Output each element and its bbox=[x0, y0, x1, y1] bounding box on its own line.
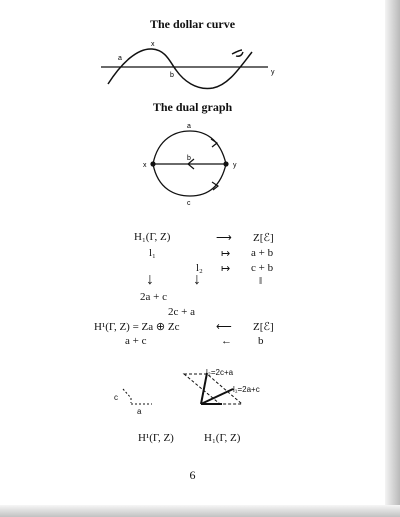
diagram-b: b bbox=[258, 335, 264, 347]
diagram-l1: l₁ bbox=[149, 247, 156, 259]
diagram-2c-plus-a: 2c + a bbox=[168, 306, 195, 318]
lattice-vector-l2 bbox=[201, 373, 207, 404]
dual-label-b: b bbox=[187, 155, 191, 162]
dual-label-c: c bbox=[187, 200, 191, 207]
diagram-down-arrow-2: ↓ bbox=[193, 271, 201, 288]
diagram-down-arrow-1: ↓ bbox=[146, 271, 154, 288]
page-edge-shadow-right bbox=[385, 0, 400, 517]
diagram-c-plus-b: c + b bbox=[251, 262, 274, 274]
dual-label-a: a bbox=[187, 123, 191, 130]
page-edge-shadow-bottom bbox=[0, 505, 400, 517]
diagram-back-arrow: ← bbox=[221, 335, 232, 347]
dollar-label-y: y bbox=[271, 69, 275, 76]
dual-label-x: x bbox=[143, 162, 147, 169]
lattice-left-diagonal bbox=[123, 389, 131, 398]
diagram-2a-plus-c: 2a + c bbox=[140, 291, 167, 303]
diagram-maps2: ↦ bbox=[221, 263, 231, 275]
diagram-parallel: ‖ bbox=[259, 275, 263, 287]
diagram-a-plus-c: a + c bbox=[125, 335, 147, 347]
dual-graph-title: The dual graph bbox=[152, 100, 233, 114]
lattice-vector-l1 bbox=[201, 389, 233, 404]
diagram-a-plus-b: a + b bbox=[251, 247, 274, 259]
dual-label-y: y bbox=[233, 162, 237, 169]
lattice-label-c: c bbox=[114, 393, 118, 402]
diagram-maps1: ↦ bbox=[221, 248, 231, 260]
dollar-curve-title: The dollar curve bbox=[149, 17, 236, 31]
lattice-label-l1: l₁=2a+c bbox=[233, 385, 260, 394]
page-number: 6 bbox=[189, 468, 196, 482]
dollar-label-b: b bbox=[170, 72, 174, 79]
diagram-l2: l₂ bbox=[196, 262, 203, 274]
lattice-caption-right: H₁(Γ, Z) bbox=[204, 432, 241, 444]
dollar-label-a: a bbox=[118, 55, 122, 62]
lattice-caption-left: H¹(Γ, Z) bbox=[138, 432, 174, 444]
dollar-label-x: x bbox=[151, 41, 155, 48]
diagram-top-left: H₁(Γ, Z) bbox=[134, 231, 171, 243]
lattice-label-l2: l₂=2c+a bbox=[206, 368, 234, 377]
diagram-top-arrow: ⟶ bbox=[216, 232, 232, 244]
diagram-bottom-right: Z[ℰ] bbox=[253, 321, 274, 333]
diagram-bottom-left: H¹(Γ, Z) = Za ⊕ Zc bbox=[94, 321, 180, 333]
lattice-label-a: a bbox=[137, 407, 142, 416]
diagram-bottom-arrow: ⟵ bbox=[216, 321, 232, 333]
diagram-top-right: Z[ℰ] bbox=[253, 232, 274, 244]
